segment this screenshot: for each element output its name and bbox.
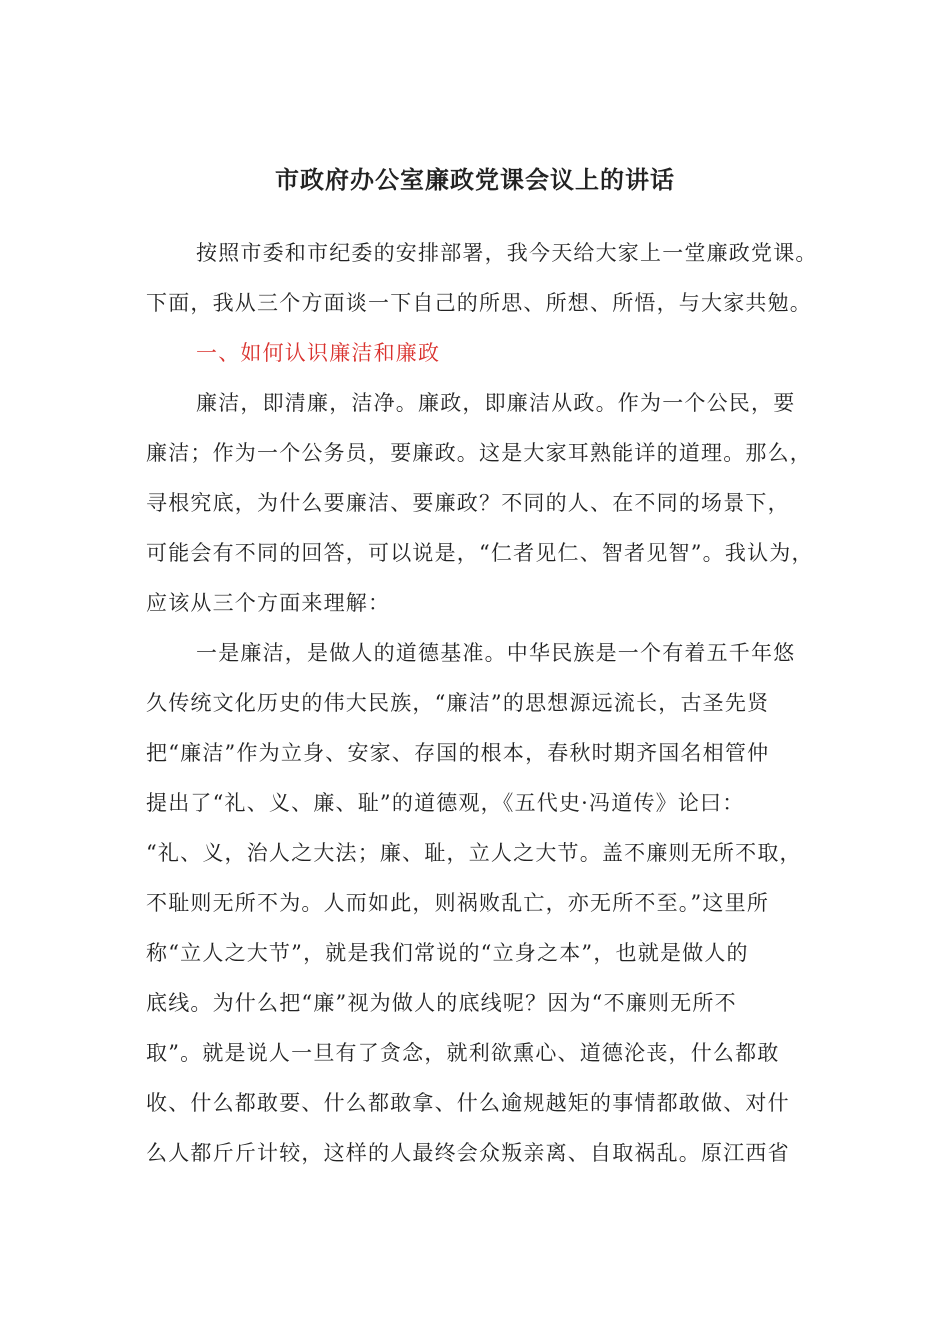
document-body: [146, 228, 816, 1178]
paragraph-line: 按照市委和市纪委的安排部署，我今天给大家上一堂廉政党课。: [196, 241, 818, 265]
paragraph-line: 把“廉洁”作为立身、安家、存国的根本，春秋时期齐国名相管仲: [146, 741, 770, 765]
paragraph-line: 廉洁，即清廉，洁净。廉政，即廉洁从政。作为一个公民，要: [196, 391, 796, 415]
document-title: 市政府办公室廉政党课会议上的讲话: [275, 165, 675, 194]
paragraph-line: 提出了“礼、义、廉、耻”的道德观，《五代史·冯道传》论曰：: [146, 791, 745, 815]
paragraph-line: 取”。就是说人一旦有了贪念，就利欲熏心、道德沦丧，什么都敢: [146, 1041, 780, 1065]
paragraph-line: 一是廉洁，是做人的道德基准。中华民族是一个有着五千年悠: [196, 641, 796, 665]
paragraph-line: “礼、义，治人之大法；廉、耻，立人之大节。盖不廉则无所不取，: [146, 841, 802, 865]
paragraph-line: 称“立人之大节”，就是我们常说的“立身之本”，也就是做人的: [146, 941, 749, 965]
paragraph-line: 底线。为什么把“廉”视为做人的底线呢？因为“不廉则无所不: [146, 991, 737, 1015]
paragraph-line: 下面，我从三个方面谈一下自己的所思、所想、所悟，与大家共勉。: [146, 291, 812, 315]
paragraph-line: 不耻则无所不为。人而如此，则祸败乱亡，亦无所不至。”这里所: [146, 891, 770, 915]
paragraph-line: 久传统文化历史的伟大民族，“廉洁”的思想源远流长，古圣先贤: [146, 691, 770, 715]
section-heading: 一、如何认识廉洁和廉政: [196, 341, 441, 365]
paragraph-line: 收、什么都敢要、什么都敢拿、什么逾规越矩的事情都敢做、对什: [146, 1091, 790, 1115]
paragraph-line: 可能会有不同的回答，可以说是，“仁者见仁、智者见智”。我认为，: [146, 541, 814, 565]
paragraph-line: 应该从三个方面来理解：: [146, 591, 391, 615]
paragraph-line: 寻根究底，为什么要廉洁、要廉政？不同的人、在不同的场景下，: [146, 491, 790, 515]
paragraph-line: 廉洁；作为一个公务员，要廉政。这是大家耳熟能详的道理。那么，: [146, 441, 812, 465]
paragraph-line: 么人都斤斤计较，这样的人最终会众叛亲离、自取祸乱。原江西省: [146, 1141, 790, 1165]
